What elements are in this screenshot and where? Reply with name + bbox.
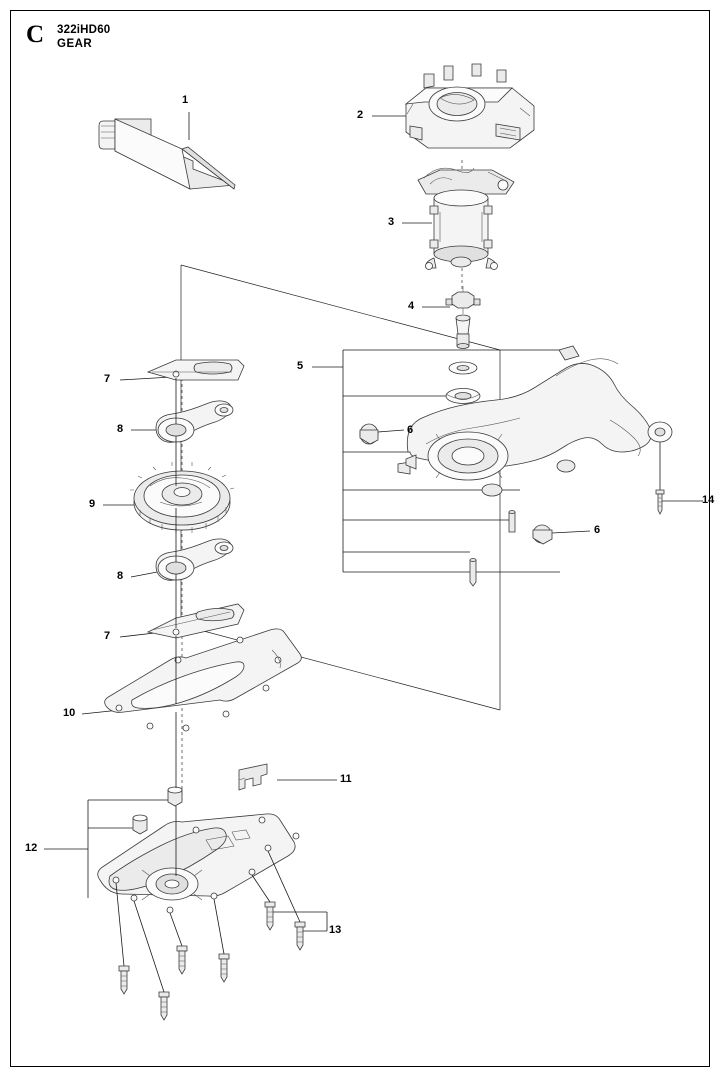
callout-10: 10 [63,707,76,719]
callout-3: 3 [388,216,395,228]
callout-8-upper: 8 [117,423,124,435]
callout-7-upper: 7 [104,373,111,385]
callout-6-left: 6 [407,424,414,436]
model-number: 322iHD60 [57,24,111,36]
part-eccentric-link-upper [156,401,233,442]
part-bushing-right [533,525,552,544]
part-cutter-blade-upper [148,360,244,380]
part-bushing-left [360,424,378,444]
part-eccentric-link-lower [156,539,233,580]
callout-1: 1 [182,94,189,106]
callout-7-lower: 7 [104,630,111,642]
callout-12: 12 [25,842,38,854]
part-screw-14 [656,490,664,514]
part-motor-housing-top [406,64,534,148]
callout-4: 4 [408,300,415,312]
callout-5: 5 [297,360,304,372]
part-electric-motor [418,168,514,270]
callout-9: 9 [89,498,96,510]
callout-14: 14 [702,494,715,506]
callout-2: 2 [357,109,364,121]
callout-11: 11 [340,773,352,785]
callout-8-lower: 8 [117,570,124,582]
part-clip-bracket [239,764,267,790]
part-pinion-gear [446,286,480,404]
part-gear-housing [398,346,672,496]
callout-6-right: 6 [594,524,601,536]
part-drive-gear-wheel [130,462,234,533]
callout-13: 13 [329,924,342,936]
part-wear-plate [105,629,302,731]
assembly-name: GEAR [57,38,93,50]
section-letter: C [26,21,45,48]
part-grease-tube [99,119,235,189]
part-cutter-blade-lower [148,604,244,638]
part-lower-housing [98,814,299,913]
